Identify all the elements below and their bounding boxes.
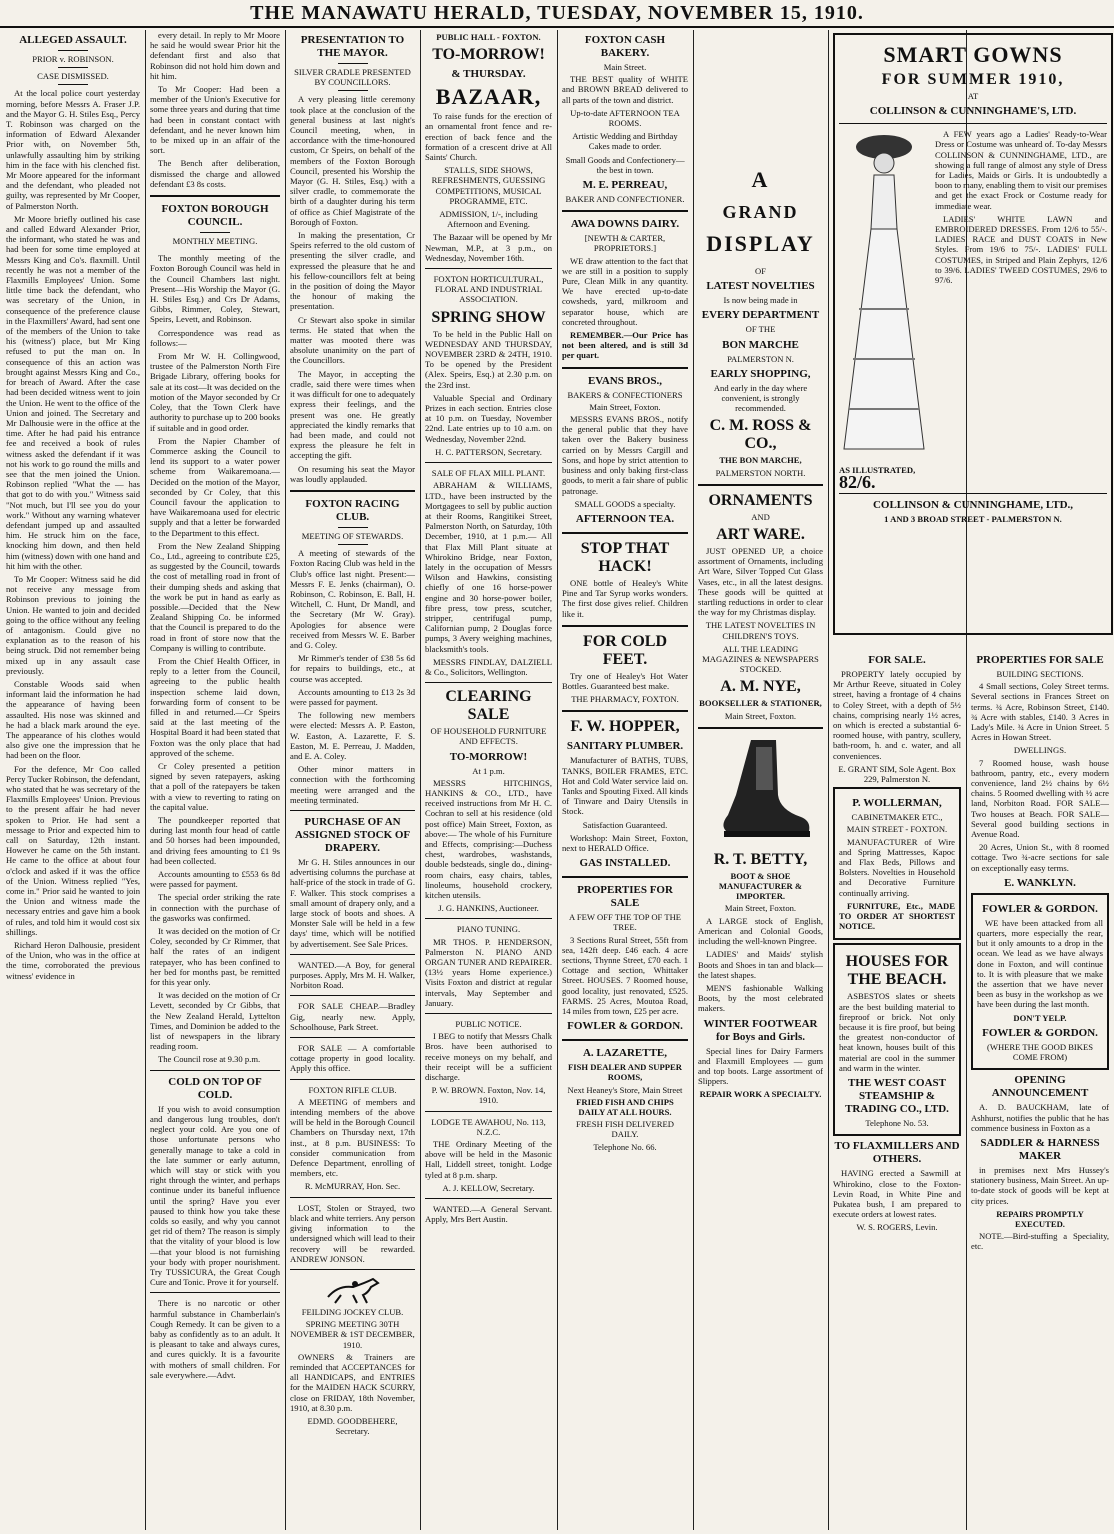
ad-headline: WINTER FOOTWEAR for Boys and Girls. <box>703 1017 818 1043</box>
ad-subhead: [NEWTH & CARTER, PROPRIETORS.] <box>584 233 666 254</box>
ad-text: BOOKSELLER & STATIONER, <box>699 698 822 709</box>
paragraph: Cr Coley presented a petition signed by seven ratepayers, asking that a poll of the ratepayers be taken with a view to reverting to rating on the capital value. <box>150 761 280 812</box>
ad-headline: LODGE TE AWAHOU, No. 113, N.Z.C. <box>431 1116 546 1137</box>
business-name: THE WEST COAST STEAMSHIP & TRADING CO., LTD. <box>845 1077 949 1116</box>
paragraph: The poundkeeper reported that during last month four head of cattle and 50 horses had been impounded, and driving fees amounting to £1 9s had been collected. <box>150 815 280 866</box>
ad-headline: AFTERNOON TEA. <box>575 512 675 525</box>
paragraph: 20 Acres, Union St., with 8 roomed cottage. Two ¾-acre sections for sale on exceptionally easy terms. <box>971 842 1109 873</box>
paragraph: Workshop: Main Street, Foxton, next to HERALD Office. <box>562 832 688 853</box>
paragraph: Accounts amounting to £553 6s 8d were passed for payment. <box>150 869 280 890</box>
ad-subhead: BUILDING SECTIONS. <box>996 669 1084 679</box>
ad-text: REPAIR WORK A SPECIALTY. <box>699 1089 822 1100</box>
paragraph: Richard Heron Dalhousie, president of the Union, who was in the office at the time, corroborated the previous witness' evidence in <box>6 940 140 981</box>
paragraph: Cr Stewart also spoke in similar terms. He stated that when the matter was mooted there was absolute unanimity on the part of the Councillors. <box>290 314 415 366</box>
ad-address: Next Heaney's Store, Main Street <box>567 1084 683 1095</box>
column-5 <box>562 30 688 1530</box>
column-3 <box>290 30 415 1530</box>
paragraph: I BEG to notify that Messrs Chalk Bros. have been authorised to receive moneys on my behalf, and their receipt will be a sufficient discharge. <box>425 1031 552 1083</box>
paragraph: WE draw attention to the fact that we are still in a position to supply Pure, Clean Milk in any quantity. We have erected up-to-date cowsheds, yard, milkroom and separator house, which are concreted throughout. <box>562 255 688 327</box>
paragraph: Manufacturer of BATHS, TUBS, TANKS, BOILER FRAMES, ETC. Hot and Cold Water service laid on. Tanks and Spouting Fixed. All kinds of Tinware and Dairy Utensils in Stock. <box>562 755 688 817</box>
ad-headline: FOXTON RIFLE CLUB. <box>308 1084 397 1095</box>
ad-text: EARLY SHOPPING, <box>710 367 811 380</box>
ad-headline: FOR SALE. <box>868 654 926 666</box>
ad-text: Is now being made in <box>723 295 798 306</box>
ad-headline: PIANO TUNING. <box>456 924 521 935</box>
paragraph: 3 Sections Rural Street, 55ft from sea, 142ft deep. £46 each. 4 acre sections, Thynne Street, £70 each. 1 Cottage and section, Whittaker Street. HOUSES. 7 Roomed house, good locality, just renovated, £525. FARMS. 25 Acres, Moutoa Road, 14 miles from town, £25 per acre. <box>562 934 688 1016</box>
ad-top: PUBLIC HALL - FOXTON. <box>436 32 541 42</box>
business-name: P. WOLLERMAN, <box>852 797 942 810</box>
paragraph: From Mr W. H. Collingwood, trustee of the Palmerston North Fire Brigade Library, offering books for sale at its cost—It was decided on the motion of the Mayor seconded by Cr Coley, that the Town Clerk have authority to purchase up to 200 books if suitable and in good order. <box>150 351 280 433</box>
ad-body: FRESH FISH DELIVERED DAILY. <box>576 1119 674 1140</box>
paragraph: NOTE.—Bird-stuffing a Speciality, etc. <box>971 1231 1109 1252</box>
business-name: A. M. NYE, <box>720 678 801 696</box>
business-name: R. T. BETTY, <box>713 850 808 868</box>
ad-text: EVERY DEPARTMENT <box>701 309 820 322</box>
paragraph: ABRAHAM & WILLIAMS, LTD., have been instructed by the Mortgagees to sell by public auction at their Rooms, Rangitikei Street, Palmerston North, on Saturday, 10th December, 1910, at 1 p.m.— All that Flax Mill Plant situate at Whirokino Bridge, near Foxton, lately in the occupation of Messrs Wilson and Hawkins, consisting chiefly of one 16 horse-power engine and 30 horse-power boiler, fibre press, tow press, scutcher, stripper, centrifugal pump, Californian pump, 2 Douglas force pumps, 3 Avery weighing machines, blacksmith's tools. <box>425 480 552 654</box>
ad-headline: TO-MORROW! <box>449 750 528 763</box>
business-name: C. M. ROSS & CO., <box>709 417 812 453</box>
ad-headline: HOUSES FOR THE BEACH. <box>845 953 949 989</box>
paragraph: STALLS, SIDE SHOWS, REFRESHMENTS, GUESSING COMPETITIONS, MUSICAL PROGRAMME, ETC. <box>431 165 546 206</box>
ad-headline: GAS INSTALLED. <box>579 857 671 870</box>
signature: J. G. HANKINS, Auctioneer. <box>438 903 539 914</box>
ad-address: 1 AND 3 BROAD STREET - PALMERSTON N. <box>884 513 1062 524</box>
signature: FOWLER & GORDON. <box>982 1026 1098 1039</box>
ad-headline: FOR COLD FEET. <box>583 632 667 668</box>
signature: A. J. KELLOW, Secretary. <box>442 1182 535 1193</box>
ad-text: AS ILLUSTRATED, <box>839 465 916 476</box>
ad-telephone: Telephone No. 53. <box>865 1118 929 1129</box>
paragraph: Small Goods and Confectionery—the best in town. <box>565 154 685 175</box>
paragraph: The monthly meeting of the Foxton Borough Council was held in the Council Chambers last night. Present—His Worship the Mayor (G. H. Stiles Esq.) and Crs Dr Adams, Gibbs, Rimmer, Coley, Stewart, Speirs, Levett, and Robinson. <box>150 253 280 325</box>
paragraph: Special lines for Dairy Farmers and Flaxmill Employees — gum and top boots. Large assortment of Slippers. <box>698 1045 823 1087</box>
paragraph: LADIES' WHITE LAWN and EMBROIDERED DRESSES. From 12/6 to 55/-. LADIES' RACE and DUST COATS in New Styles. From 19/6 to 75/-. LADIES' FULL COSTUMES, in Striped and Plain Zephyrs, 12/6 to 39/6. LADIES' TWEED COSTUMES, 29/6 to 97/6. <box>935 213 1107 286</box>
paragraph: MR THOS. P. HENDERSON, Palmerston N. PIANO AND ORGAN TUNER AND REPAIRER. (13½ years Home experience.) Visits Foxton and district at regular intervals, May September and January. <box>425 936 552 1008</box>
ad-headline: BAZAAR, <box>435 84 542 110</box>
ad-headline: COLD ON TOP OF COLD. <box>168 1075 262 1101</box>
signature: E. GRANT SIM, Sole Agent. Box 229, Palmerston N. <box>838 763 956 785</box>
paragraph: The special order striking the rate in connection with the purchase of the gasworks was confirmed. <box>150 892 280 923</box>
ad-headline: PROPERTIES FOR SALE <box>577 884 673 910</box>
paragraph: ADMISSION, 1/-, including Afternoon and Evening. <box>439 209 538 230</box>
ad-text: DON'T YELP. <box>1013 1012 1067 1023</box>
paragraph: JUST OPENED UP, a choice assortment of Ornaments, including Art Ware, Silver Topped Cut Glass Vases, etc., in all the latest designs. These goods will be quitted at startling reductions in order to clear the way for my Christmas display. <box>698 546 823 618</box>
paragraph: Accounts amounting to £13 2s 3d were passed for payment. <box>290 686 415 707</box>
ad-subhead: FISH DEALER AND SUPPER ROOMS, <box>568 1062 682 1083</box>
ad-subhead: DWELLINGS. <box>1013 745 1067 756</box>
paragraph: MESSRS EVANS BROS., notify the general public that they have taken over the Bakery business carried on by Messrs Cargill and Sons, and hope by strict attention to business and only baking first-class goods, to merit a fair share of public patronage. <box>562 414 688 496</box>
display-word-grand: GRAND <box>722 202 799 222</box>
ad-headline: SPRING SHOW <box>431 308 546 326</box>
classified-ad: FOR SALE CHEAP.—Bradley Gig, nearly new. Apply, Schoolhouse, Park Street. <box>290 1001 415 1032</box>
display-word <box>698 200 823 224</box>
article-subhead: MEETING OF STEWARDS. <box>301 530 404 541</box>
signature: THE PHARMACY, FOXTON. <box>571 694 679 705</box>
ad-headline: SADDLER & HARNESS MAKER <box>980 1136 1100 1162</box>
paragraph: every detail. In reply to Mr Moore he said he would swear Prior hit the defendant first and also that Robinson did not hold him down and hit him. <box>150 30 280 81</box>
ad-headline: & THURSDAY. <box>451 68 526 81</box>
paragraph: If you wish to avoid consumption and dangerous lung troubles, don't neglect your cold. Are you one of those unfortunate persons who generally manage to take a cold in the late summer or early autumn, which will stay or stick with you right through the winter, and perhaps continue under its baneful influence until the spring? Have you ever paused to think how you take these colds so easily, and why you cannot get rid of them? The reason is simply that the vitality of your blood is low—that your blood is not furnishing your body with proper nourishment. Try TUSSICURA, the Great Cough Cure and Tonic. Prove it for yourself. <box>150 1103 280 1288</box>
paragraph: Try one of Healey's Hot Water Bottles. Guaranteed best make. <box>562 670 688 691</box>
paragraph: MEN'S fashionable Walking Boots, by the most celebrated makers. <box>698 982 823 1014</box>
ad-text: Main Street, Foxton. <box>724 903 797 914</box>
paragraph: Correspondence was read as follows:— <box>150 327 280 348</box>
paragraph: For the defence, Mr Coo called Percy Tucker Robinson, the defendant, who stated that he was secretary of the Flaxmills Employees' Union. Previous to the present affair he had never spoken to Prior. He had sent a message to Prior and expected him to call on Saturday, 12th instant. However he came on the 5th instant. He came to the office at about four o'clock and asked if it was the office of the Union. Witness replied "Yes, come in." Prior said he wanted to join the Union and witness made the necessary entries and gave him a book of rules, and told him it would cost six shillings. <box>6 763 140 937</box>
paragraph: To be held in the Public Hall on WEDNESDAY AND THURSDAY, NOVEMBER 23RD & 24TH, 1910. To be opened by the President (Alex. Speirs, Esq.) at 2.30 p.m. on the 23rd inst. <box>425 328 552 390</box>
ad-address: Main Street, Foxton. <box>589 401 661 412</box>
article-headline: ALLEGED ASSAULT. <box>19 34 127 46</box>
paragraph: ONE bottle of Healey's White Pine and Tar Syrup works wonders. The first dose gives relief. Children like it. <box>562 577 688 619</box>
paragraph: THE Ordinary Meeting of the above will be held in the Masonic Hall, Liddell street, tonight. Lodge tyled at 8 p.m. sharp. <box>425 1139 552 1180</box>
paragraph: in premises next Mrs Hussey's stationery business, Main Street. An up-to-date stock of goods will be kept at city prices. <box>971 1164 1109 1206</box>
paragraph: In making the presentation, Cr Speirs referred to the old custom of presenting the silver cradle, and expressed the pleasure that he and his fellow-councillors felt at being in the position of doing the Mayor the honour of making the presentation. <box>290 230 415 312</box>
ad-headline: A. LAZARETTE, <box>582 1047 668 1060</box>
ad-headline: PUBLIC NOTICE. <box>455 1019 522 1030</box>
paragraph: Mr Rimmer's tender of £38 5s 6d for repairs to buildings, etc., at course was accepted. <box>290 653 415 684</box>
ad-text: (WHERE THE GOOD BIKES COME FROM) <box>986 1041 1094 1063</box>
paragraph: To Mr Cooper: Witness said he did not receive any message from Robinson previous to joining the Union. He wanted to join and decided going to the office without any feeling of antagonism. Could give no explanation as to the reason of his being struck. Did not remember being mixed up in any assault case previously. <box>6 573 140 676</box>
paragraph: There is no narcotic or other harmful substance in Chamberlain's Cough Remedy. It can be given to a baby as confidently as to an adult. It is pleasant to take and always cures, and cures quickly. It is a favourite with mothers of small children. For sale everywhere.—Advt. <box>150 1298 280 1380</box>
ad-subhead: OF HOUSEHOLD FURNITURE AND EFFECTS. <box>430 726 547 747</box>
store-name: COLLINSON & CUNNINGHAME, LTD., <box>872 498 1074 511</box>
ad-text: AND <box>751 511 770 522</box>
ad-headline: TO-MORROW! <box>432 46 545 64</box>
ad-telephone: Telephone No. 66. <box>593 1141 657 1152</box>
paragraph: It was decided on the motion of Cr Coley, seconded by Cr Rimmer, that half the rates of an indigent ratepayer, who has been confined to her bed for months past, be remitted for this year only. <box>150 926 280 988</box>
ad-subhead: SPRING MEETING 30TH NOVEMBER & 1ST DECEMBER, 1910. <box>290 1319 415 1350</box>
org-name: FOXTON HORTICULTURAL, FLORAL AND INDUSTRIAL ASSOCIATION. <box>433 274 544 305</box>
masthead: THE MANAWATU HERALD, TUESDAY, NOVEMBER 15, 1910. <box>0 0 1114 28</box>
ad-text: THE BON MARCHE, <box>719 455 802 466</box>
paragraph: Other minor matters in connection with the forthcoming meeting were arranged and the meeting terminated. <box>290 764 415 805</box>
store-name: COLLINSON & CUNNINGHAME'S, LTD. <box>869 105 1077 118</box>
paragraph: A meeting of stewards of the Foxton Racing Club was held in the Club's office last night. Present:—Messrs F. E. Jenks (chairman), O. Robinson, C. Robinson, E. Ball, H. Witchell, C. Hunt, Dr Mandl, and the Secretary (Mr W. Gray). Apologies for absence were received from Messrs W. E. Barber and G. Coley. <box>290 548 415 650</box>
ad-headline: PURCHASE OF AN ASSIGNED STOCK OF DRAPERY. <box>294 816 411 854</box>
ad-text: REPAIRS PROMPTLY EXECUTED. <box>996 1208 1084 1229</box>
ad-subhead: At 1 p.m. <box>472 765 505 776</box>
paragraph: The Bench after deliberation, dismissed the charge and allowed defendant £3 8s costs. <box>150 158 280 189</box>
paragraph: Constable Woods said when informant laid the information he had the appearance of having been assaulted. His nose was skinned and he had a black mark around the eye. The appearance of his clothes would also give one the impression that he had been on the floor. <box>6 678 140 761</box>
ad-headline: CLEARING SALE <box>445 688 532 724</box>
ad-headline: OPENING ANNOUNCEMENT <box>991 1074 1089 1100</box>
ad-headline: FOR SUMMER 1910, <box>881 71 1065 88</box>
paragraph: A very pleasing little ceremony took place at the conclusion of the general business at last night's Council meeting, when, in accordance with the time-honoured custom, Cr Speirs, on behalf of the members of the Foxton Borough Council, presented his Worship the Mayor (G. H. Stiles, Esq.) with a silver cradle, to commemorate the birth of a daughter during his term of office as Chief Magistrate of the Borough of Foxton. <box>290 94 415 227</box>
business-name: M. E. PERREAU, <box>582 179 668 192</box>
column-7 <box>833 30 1113 640</box>
paragraph: SMALL GOODS a specialty. <box>574 498 676 509</box>
ad-headline: TO FLAXMILLERS AND OTHERS. <box>834 1140 960 1166</box>
ad-text: BOOT & SHOE MANUFACTURER & IMPORTER. <box>718 870 803 902</box>
ad-text: LATEST NOVELTIES <box>706 280 815 293</box>
paragraph: LADIES' and Maids' stylish Boots and Shoes in tan and black—the latest shapes. <box>698 949 823 980</box>
paragraph: ALL THE LEADING MAGAZINES & NEWSPAPERS STOCKED. <box>702 643 819 675</box>
ad-text: OF THE <box>745 324 776 335</box>
ad-subhead: BAKERS & CONFECTIONERS <box>567 389 683 400</box>
paragraph: Satisfaction Guaranteed. <box>582 819 668 830</box>
signature: H. C. PATTERSON, Secretary. <box>435 446 542 457</box>
paragraph: To Mr Cooper: Had been a member of the Union's Executive for some three years and during that time had been in constant contact with defendant, and he never known him to be mixed up in an affair of the sort. <box>150 84 280 156</box>
paragraph: Up-to-date AFTERNOON TEA ROOMS. <box>570 107 680 129</box>
gown-illustration <box>839 129 929 459</box>
ad-headline: F. W. HOPPER, <box>570 718 680 736</box>
paragraph: From the New Zealand Shipping Co., Ltd., agreeing to contribute £25, as suggested by the Council, towards the cost of metalling road in front of their dumping sheds and asking that the work be put in hand as early as possible.—Decided that the New Zealand Shipping Co. be informed that the Council is prepared to do the road in front of store now that the Company is willing to contribute. <box>150 540 280 653</box>
article-subhead: MONTHLY MEETING. <box>172 236 258 247</box>
business-trade: BAKER AND CONFECTIONER. <box>565 194 685 205</box>
classified-ad: LOST, Stolen or Strayed, two black and white terriers. Any person giving information to the undersigned which will lead to their recovery will be rewarded. ANDREW JONSON. <box>290 1202 415 1264</box>
paragraph: To raise funds for the erection of an ornamental front fence and re-erection of back fence and the formation of a crescent drive at All Saints' Church. <box>425 111 552 163</box>
signature: W. S. ROGERS, Levin. <box>856 1222 938 1233</box>
price-tag: 82/6. <box>839 472 876 493</box>
ad-headline: ART WARE. <box>716 526 805 544</box>
paragraph: The Bazaar will be opened by Mr Newman, M.P., at 3 p.m., on Wednesday, November 16th. <box>425 232 552 263</box>
column-6 <box>698 30 823 1530</box>
ad-text: OF <box>755 266 766 276</box>
ad-headline: FOWLER & GORDON. <box>982 902 1098 915</box>
signature: EDMD. GOODBEHERE, Secretary. <box>307 1415 398 1437</box>
ad-body: FRIED FISH AND CHIPS DAILY AT ALL HOURS. <box>576 1096 674 1117</box>
paragraph: MANUFACTURER of Wire and Spring Mattresses, Kapoc and Flax Beds, Pillows and Bolsters. Novelties in Household and Decorative Furniture continually arriving. <box>839 836 955 898</box>
signature: E. WANKLYN. <box>1004 876 1076 889</box>
display-letter: A <box>751 167 770 192</box>
article-headline: FOXTON BOROUGH COUNCIL. <box>161 203 269 229</box>
paragraph: PROPERTY lately occupied by Mr Arthur Reeve, situated in Coley street, having a frontage of 4 chains to Coley Street, with a depth of 5½ chains, comprising nearly 1½ acres, on which is erected a substantial 6-roomed house, with pantry, scullery, bath-room, h. and c. water, and all conveniences. <box>833 669 961 761</box>
column-1 <box>6 30 140 1530</box>
paragraph: Artistic Wedding and Birthday Cakes made to order. <box>572 131 678 152</box>
column-8 <box>971 650 1109 1530</box>
paragraph: The Council rose at 9.30 p.m. <box>158 1054 261 1065</box>
ad-headline: SALE OF FLAX MILL PLANT. <box>431 468 546 479</box>
paragraph: At the local police court yesterday morning, before Messrs A. Fraser J.P. and the Mayor G. H. Stiles Esq., Percy T. Robinson was charged on the information of Edward Alexander Prior with, on November 5th, unlawfully assaulting him by striking him in the face with his clenched fist. Mr Moore appeared for the informant and the defendant, who pleaded not guilty, was represented by Mr Cooper, of Palmerston North. <box>6 88 140 211</box>
paragraph: 7 Roomed house, wash house bathroom, pantry, etc., every modern convenience, land 2½ chains by 6½ chains. 5 Roomed dwelling with ½ acre land, Norbiton Road. FOR SALE—Two houses at Beach. FOR SALE—Several good building sections in Avenue Road. <box>971 757 1109 840</box>
paragraph: Valuable Special and Ordinary Prizes in each section. Entries close at 10 p.m. on Tuesday, November 22nd. Late entries up to 10 a.m. on Wednesday, November 22nd. <box>425 392 552 444</box>
paragraph: Mr Moore briefly outlined his case and called Edward Alexander Prior, the informant, who stated he was and had been for some time employed at Messrs King and Co's. flaxmill. Until recently he was not a member of the Flaxmills Employees' Union. Some little time back the defendant, who was secretary of the Union, in consequence of the preference clause in the Flaxmillers' Award, had sent one of the members of the Union to take his (witness') place, but Mr King refused to put the man on. In consequence of this an action was brought against Messrs King and Co., for breach of Award. After the case had been decided witness went to join the Union. He went to the office of the Union and joined. The Secretary and Mr Dalhousie were in the office at the time. After he had paid his entrance fee and received a book of rules witness asked the defendant if it was not his work to go round the mills and see that the men joined the Union. Robinson replied "What the — has that got to do with you." Witness said "Not much, but I'll see you do your work." Without any warning whatever defendant jumped up and assaulted him. He struck him on the face, knocking him down, and then held him (witness) down with one hand and hit him with the other. <box>6 213 140 571</box>
paragraph: WE have been attacked from all quarters, more especially the rear, but it only amounts to a drop in the ocean. We lead as we have always done in Foxton, and will continue to. It is with pleasure that we make the assertion that we have never been as busy in the workshop as we have been during the last month. <box>977 917 1103 1010</box>
ad-text: AT <box>967 91 979 101</box>
ad-text: PALMERSTON NORTH. <box>715 467 806 478</box>
ad-headline: AWA DOWNS DAIRY. <box>570 218 680 231</box>
paragraph: MESSRS HITCHINGS, HANKINS & CO., LTD., have received instructions from Mr H. C. Cochran to sell at his residence (old post office) Main Street, Foxton, as above:— The whole of his Furniture and Effects, comprising:—Duchess chest, wardrobes, washstands, double bedsteads, single do., dining-room chairs, easy chairs, tables, linoleums, household crockery, kitchen utensils. <box>425 777 552 900</box>
paragraph: From the Napier Chamber of Commerce asking the Council to lend its support to a water power scheme from Waikaremoana.—Decided on the motion of the Mayor, seconded by Cr Coley, that this Council favour the application to have Waikaremoana used for electric supply and that a letter be forwarded to the Department to this effect. <box>150 435 280 538</box>
ad-subhead: A FEW OFF THE TOP OF THE TREE. <box>568 912 682 933</box>
racehorse-icon <box>323 1275 383 1305</box>
ad-headline: STOP THAT HACK! <box>580 539 670 575</box>
paragraph: ASBESTOS slates or sheets are the best building material to fireproof or brick. Not only because it is fire proof, but being the greatest non-conductor of heat known, houses built of this material are cool in the summer and warm in the winter. <box>839 991 955 1073</box>
paragraph: OWNERS & Trainers are reminded that ACCEPTANCES for all HANDICAPS, and ENTRIES for the MAIDEN HACK SCURRY, close on FRIDAY, 18th November, 1910, at 8.30 p.m. <box>290 1351 415 1413</box>
signature: R. McMURRAY, Hon. Sec. <box>304 1181 401 1192</box>
article-headline: PRESENTATION TO THE MAYOR. <box>300 34 405 59</box>
paragraph: 4 Small sections, Coley Street terms. Several sections in Frances Street on terms. ¾ Acre, Robinson Street, £140. ¾ Acre with stables, £140. 3 Acres in Lady's Mile. ¾ Acre in Union Street. 5 Acres in Howan Street. <box>971 681 1109 743</box>
ad-subhead: SANITARY PLUMBER. <box>566 740 684 753</box>
signature: MESSRS FINDLAY, DALZIELL & Co., Solicitors, Wellington. <box>425 656 552 677</box>
display-word-display: DISPLAY <box>706 231 815 256</box>
paragraph: THE LATEST NOVELTIES IN CHILDREN'S TOYS. <box>705 620 816 641</box>
ad-headline: FEILDING JOCKEY CLUB. <box>301 1306 404 1317</box>
ad-headline: ORNAMENTS <box>708 491 813 509</box>
ad-headline: SMART GOWNS <box>883 42 1063 67</box>
paragraph: REMEMBER.—Our Price has not been altered, and is still 3d per quart. <box>562 330 688 361</box>
paragraph: FURNITURE, Etc., MADE TO ORDER AT SHORTEST NOTICE. <box>839 900 955 932</box>
ad-subhead: Main Street. <box>603 62 647 72</box>
paragraph: THE BEST quality of WHITE and BROWN BREAD delivered to all parts of the town and district. <box>562 74 688 105</box>
paragraph: And early in the day where convenient, is strongly recommended. <box>713 382 808 414</box>
article-subhead: PRIOR v. ROBINSON. <box>32 54 114 64</box>
paragraph: A MEETING of members and intending members of the above will be held in the Borough Council Chambers on Thursday next, 17th inst., at 8 p.m. BUSINESS: To consider communication from Defence Department, enrolling of members, etc. <box>290 1096 415 1179</box>
paragraph: On resuming his seat the Mayor was loudly applauded. <box>290 463 415 484</box>
paragraph: It was decided on the motion of Cr Levett, seconded by Cr Gibbs, that the New Zealand Herald, Lyttelton Times, and Dominion be added to the list of newspapers in the library reading room. <box>150 990 280 1052</box>
article-subhead: CASE DISMISSED. <box>37 71 109 82</box>
ad-headline: EVANS BROS., <box>587 374 663 387</box>
ad-address: MAIN STREET - FOXTON. <box>846 824 948 835</box>
column-4 <box>425 30 552 1530</box>
ad-subhead: CABINETMAKER ETC., <box>851 812 943 823</box>
paragraph: A. D. BAUCKHAM, late of Ashhurst, notifies the public that he has commence business in Foxton as a <box>971 1102 1109 1133</box>
paragraph: A FEW years ago a Ladies' Ready-to-Wear Dress or Costume was unheard of. To-day Messrs COLLINSON & CUNNINGHAME, LTD., are showing a full range of almost any style of Dress for Ladies, Maids or Girls. It is undoubtedly a boon to many, enabling them to visit our premises and get the exact Frock or Costume ready for immediate wear. <box>935 129 1108 211</box>
paragraph: HAVING erected a Sawmill at Whirokino, close to the Foxton-Levin Road, in White Pine and Pukatea bush, I am prepared to execute orders at lowest rates. <box>833 1168 961 1220</box>
classified-ad: WANTED.—A General Servant. Apply, Mrs Bert Austin. <box>425 1204 552 1225</box>
classified-ad: WANTED.—A Boy, for general purposes. Apply, Mrs M. H. Walker, Norbiton Road. <box>290 959 415 991</box>
paragraph: The Mayor, in accepting the cradle, said there were times when it was difficult for one to adequately express their feelings, and the present was one. He greatly appreciated the kindly remarks that had been made, and could not express the pleasure he felt in accepting the gift. <box>290 368 415 461</box>
paragraph: Mr G. H. Stiles announces in our advertising columns the purchase at half-price of the stock in trade of G. F. Walker. This stock comprises a small amount of drapery only, and a large stock of boots and shoes. A Monster Sale will be held in a few days' time, which will be notified by advertisement. See Sale Prices. <box>290 857 415 949</box>
article-subhead: SILVER CRADLE PRESENTED BY COUNCILLORS. <box>294 67 411 88</box>
paragraph: From the Chief Health Officer, in reply to a letter from the Council, agreeing to the public health inspection scheme laid down, forwarding form of consent to be filled in and returned.—Cr Speirs said at the last meeting of the Hospital Board it had been stated that Foxton was the only place that had approved of the scheme. <box>150 655 280 758</box>
ad-headline: PROPERTIES FOR SALE <box>976 654 1104 666</box>
store-name: BON MARCHE <box>722 338 799 351</box>
paragraph: A LARGE stock of English, American and Colonial Goods, including the well-known Pingree. <box>698 915 823 947</box>
signature: FOWLER & GORDON. <box>567 1020 683 1033</box>
column-7-lower <box>833 650 961 1530</box>
column-2 <box>150 30 280 1530</box>
signature: P. W. BROWN. Foxton, Nov. 14, 1910. <box>431 1085 546 1106</box>
article-headline: FOXTON RACING CLUB. <box>305 497 400 523</box>
boot-illustration <box>706 735 816 845</box>
ad-text: PALMERSTON N. <box>727 353 794 364</box>
paragraph: The following new members were elected: Messrs A. P. Easton, W. Easton, A. Lazarette, F. S. Easton, M. E. Perreau, J. Madden, and E. A. Coley. <box>290 710 415 761</box>
classified-ad: FOR SALE — A comfortable cottage property in good locality. Apply this office. <box>290 1043 415 1074</box>
ad-headline: FOXTON CASH BAKERY. <box>584 34 666 59</box>
ad-text: Main Street, Foxton. <box>724 710 797 721</box>
